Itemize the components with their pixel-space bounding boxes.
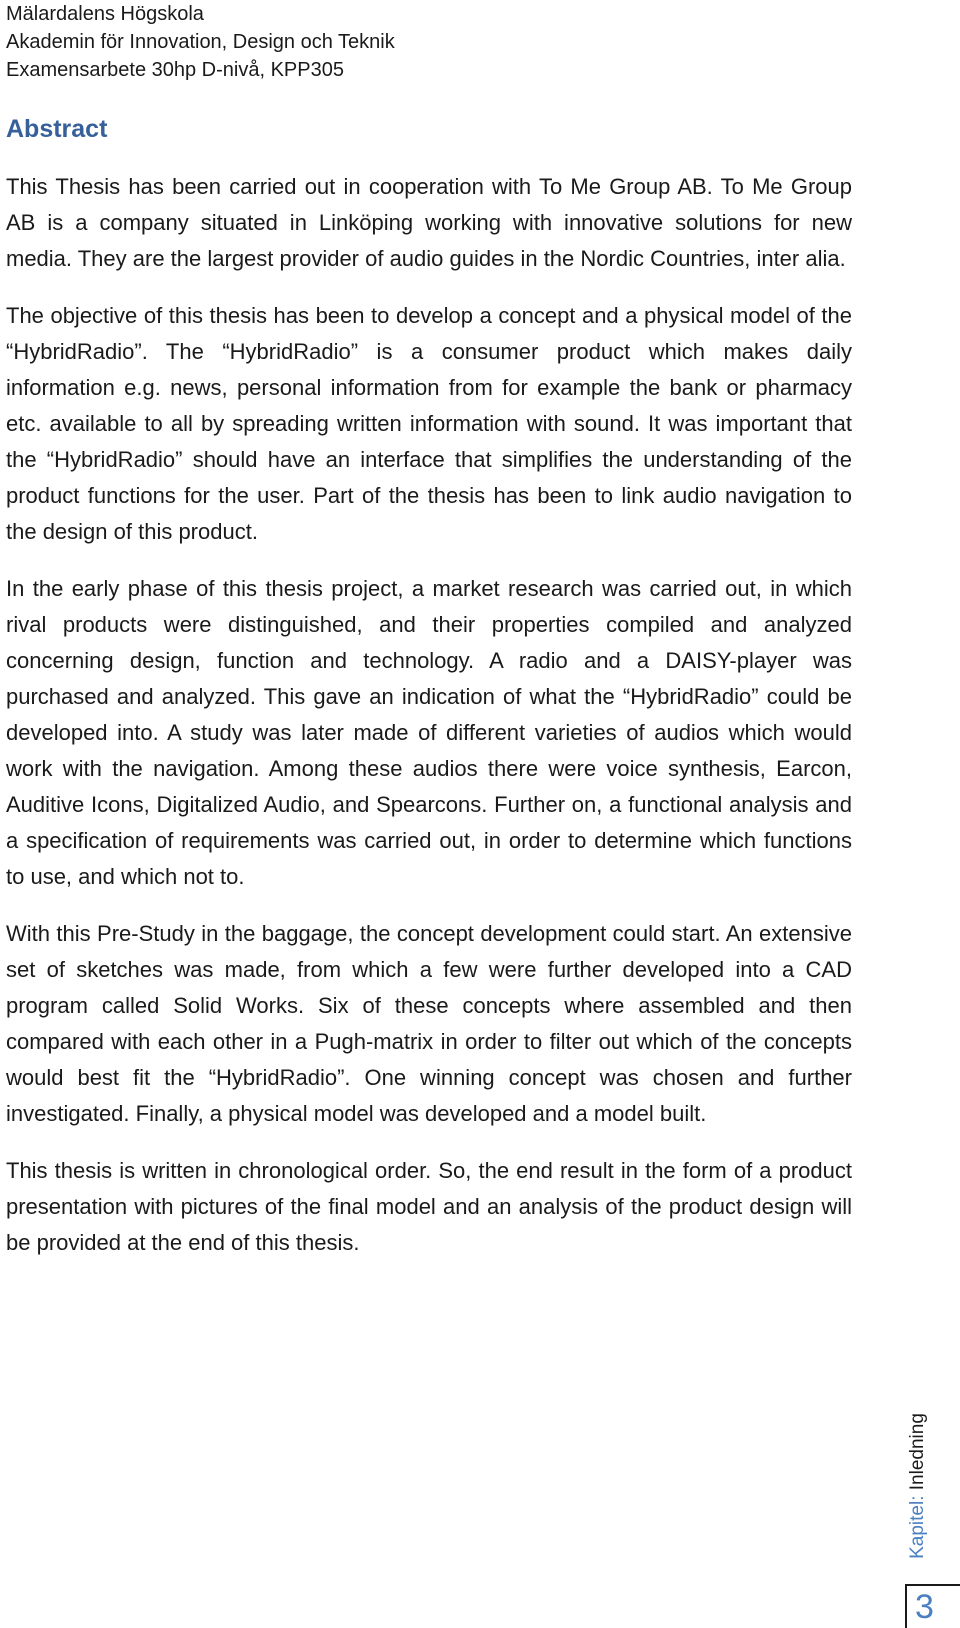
abstract-body bbox=[6, 169, 852, 1282]
university-name: Mälardalens Högskola bbox=[6, 3, 204, 25]
section-heading: Abstract bbox=[6, 115, 108, 143]
page-number: 3 bbox=[915, 1588, 934, 1626]
chapter-name: Inledning bbox=[907, 1413, 928, 1491]
paragraph: This Thesis has been carried out in cooperation with To Me Group AB. To Me Group AB is a company situated in Linköping working with innovative solutions for new media. They are the largest provider of audio guides in the Nordic Countries, inter alia. bbox=[6, 174, 852, 271]
page-number-divider bbox=[905, 1584, 960, 1586]
paragraph: This thesis is written in chronological order. So, the end result in the form of a product presentation with pictures of the final model and an analysis of the product design will be provided at the end of this thesis. bbox=[6, 1158, 852, 1255]
course-name: Examensarbete 30hp D-nivå, KPP305 bbox=[6, 59, 344, 81]
document-header bbox=[6, 0, 856, 84]
paragraph: In the early phase of this thesis project, a market research was carried out, in which rival products were distinguished, and their properties compiled and analyzed concerning design, function and technology. A radio and a DAISY-player was purchased and analyzed. This gave an indication of what the “HybridRadio” could be developed into. A study was later made of different varieties of audios which would work with the navigation. Among these audios there were voice synthesis, Earcon, Auditive Icons, Digitalized Audio, and Spearcons. Further on, a functional analysis and a specification of requirements was carried out, in order to determine which functions to use, and which not to. bbox=[6, 576, 852, 889]
academy-name: Akademin för Innovation, Design och Teknik bbox=[6, 31, 395, 53]
chapter-side-label bbox=[906, 1413, 930, 1559]
paragraph: The objective of this thesis has been to develop a concept and a physical model of the “HybridRadio”. The “HybridRadio” is a consumer product which makes daily information e.g. news, personal information from for example the bank or pharmacy etc. available to all by spreading written information with sound. It was important that the “HybridRadio” should have an interface that simplifies the understanding of the product functions for the user. Part of the thesis has been to link audio navigation to the design of this product. bbox=[6, 303, 852, 544]
paragraph: With this Pre-Study in the baggage, the concept development could start. An extensive set of sketches was made, from which a few were further developed into a CAD program called Solid Works. Six of these concepts where assembled and then compared with each other in a Pugh-matrix in order to filter out which of the concepts would best fit the “HybridRadio”. One winning concept was chosen and further investigated. Finally, a physical model was developed and a model built. bbox=[6, 921, 852, 1126]
page-number-divider-vertical bbox=[905, 1584, 907, 1628]
chapter-prefix: Kapitel: bbox=[907, 1490, 928, 1559]
